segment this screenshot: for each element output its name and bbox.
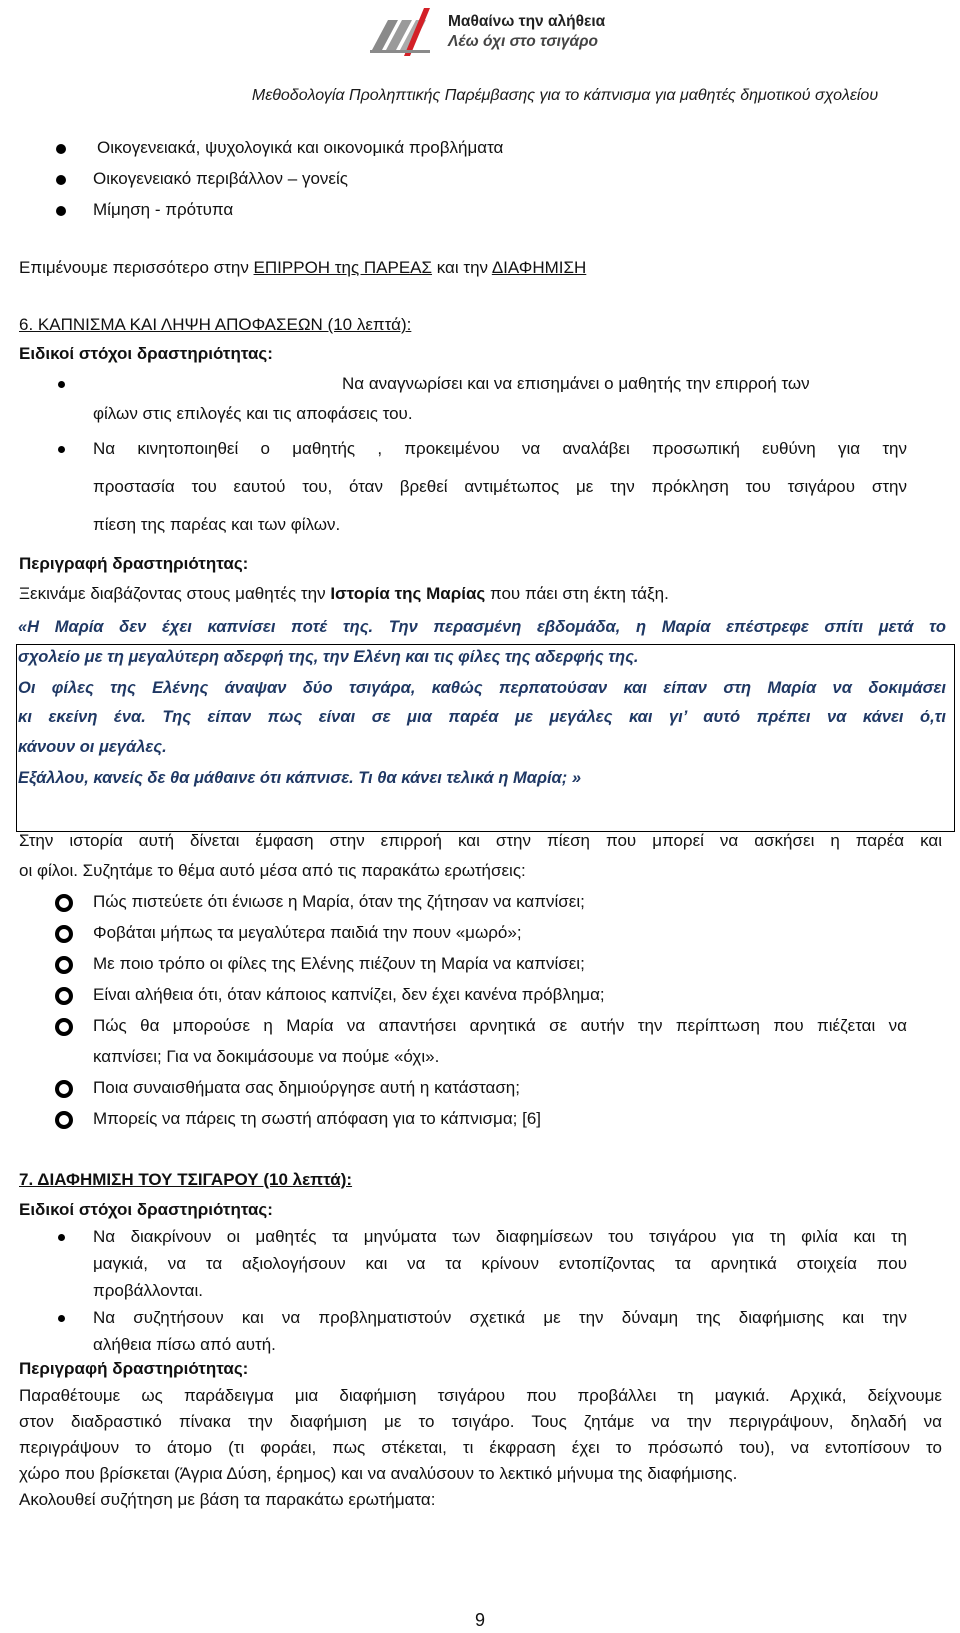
story-title: Ιστορία της Μαρίας [330, 584, 486, 603]
ring-bullet-icon [55, 1018, 73, 1036]
campaign-logo-mark-icon [368, 6, 440, 58]
emphasis-middle: και την [432, 258, 492, 277]
story-line: σχολείο με τη μεγαλύτερη αδερφή της, την Ελένη και τις φίλες της αδερφής της. [18, 648, 639, 666]
question-item: Φοβάται μήπως τα μεγαλύτερα παιδιά την πουν «μωρό»; [93, 923, 522, 942]
section-6-heading: 6. ΚΑΠΝΙΣΜΑ ΚΑΙ ΛΗΨΗ ΑΠΟΦΑΣΕΩΝ (10 λεπτά): [19, 315, 412, 334]
objective-line: φίλων στις επιλογές και τις αποφάσεις του. [93, 404, 413, 423]
objective-line: Να κινητοποιηθεί ο μαθητής , προκειμένου να αναλάβει προσωπική ευθύνη για την [93, 439, 907, 458]
story-line: κάνουν οι μεγάλες. [18, 738, 167, 756]
objective-line: αλήθεια πίσω από αυτή. [93, 1335, 276, 1354]
paragraph-line: οι φίλοι. Συζητάμε το θέμα αυτό μέσα από τις παρακάτω ερωτήσεις: [19, 861, 526, 880]
question-item: Πώς θα μπορούσε η Μαρία να απαντήσει αρνητικά σε αυτήν την περίπτωση που πιέζεται να [93, 1016, 907, 1035]
section-7-description-label: Περιγραφή δραστηριότητας: [19, 1359, 249, 1378]
bullet-icon [56, 175, 66, 185]
list-item: Οικογενειακά, ψυχολογικά και οικονομικά προβλήματα [97, 138, 504, 157]
question-item: Με ποιο τρόπο οι φίλες της Ελένης πιέζουν τη Μαρία να καπνίσει; [93, 954, 585, 973]
ring-bullet-icon [55, 956, 73, 974]
objective-line: προστασία του εαυτού του, όταν βρεθεί αντιμέτωπος με την πρόκληση του τσιγάρου στην [93, 477, 907, 496]
description-suffix: που πάει στη έκτη τάξη. [485, 584, 669, 603]
question-item: Ποια συναισθήματα σας δημιούργησε αυτή η κατάσταση; [93, 1078, 520, 1097]
bullet-icon [56, 144, 66, 154]
emphasis-influence: ΕΠΙΡΡΟΗ της ΠΑΡΕΑΣ [253, 258, 433, 277]
emphasis-prefix: Επιμένουμε περισσότερο στην [19, 258, 254, 277]
section-6-description [19, 584, 942, 604]
document-subtitle: Μεθοδολογία Προληπτικής Παρέμβασης για το κάπνισμα για μαθητές δημοτικού σχολείου [251, 87, 879, 104]
ring-bullet-icon [55, 987, 73, 1005]
question-item: Πώς πιστεύετε ότι ένιωσε η Μαρία, όταν της ζήτησαν να καπνίσει; [93, 892, 585, 911]
bullet-icon [58, 1234, 65, 1241]
paragraph-line: Παραθέτουμε ως παράδειγμα μια διαφήμιση τσιγάρου που προβάλλει τη μαγκιά. Αρχικά, δείχνουμε [19, 1386, 942, 1405]
objective-line: Να αναγνωρίσει και να επισημάνει ο μαθητής την επιρροή των [342, 374, 810, 393]
story-line: «Η Μαρία δεν έχει καπνίσει ποτέ της. Την περασμένη εβδομάδα, η Μαρία επέστρεφε σπίτι μετά το [18, 618, 946, 636]
objective-line: πίεση της παρέας και των φίλων. [93, 515, 341, 534]
section-7-objectives-label: Ειδικοί στόχοι δραστηριότητας: [19, 1200, 273, 1219]
bullet-icon [58, 446, 65, 453]
story-line: Οι φίλες της Ελένης άναψαν δύο τσιγάρα, καθώς περπατούσαν και είπαν στη Μαρία να δοκιμάσει [18, 679, 946, 697]
story-line: Εξάλλου, κανείς δε θα μάθαινε ότι κάπνισε. Τι θα κάνει τελικά η Μαρία; » [18, 769, 582, 787]
section-7-heading: 7. ΔΙΑΦΗΜΙΣΗ ΤΟΥ ΤΣΙΓΑΡΟΥ (10 λεπτά): [19, 1170, 353, 1189]
objective-line: Να συζητήσουν και να προβληματιστούν σχετικά με την δύναμη της διαφήμισης και την [93, 1308, 907, 1327]
section-6-objectives-label: Ειδικοί στόχοι δραστηριότητας: [19, 344, 273, 363]
campaign-logo [368, 4, 605, 60]
emphasis-ads: ΔΙΑΦΗΜΙΣΗ [491, 258, 587, 277]
page-number: 9 [474, 1610, 485, 1630]
story-line: κι εκείνη ένα. Της είπαν πως είναι σε μια παρέα με μεγάλες και γι’ αυτό πρέπει να κάνει ό,τι [18, 708, 946, 726]
ring-bullet-icon [55, 925, 73, 943]
bullet-icon [56, 206, 66, 216]
ring-bullet-icon [55, 1111, 73, 1129]
question-item: Μπορείς να πάρεις τη σωστή απόφαση για το κάπνισμα; [6] [93, 1109, 542, 1128]
paragraph-line: Ακολουθεί συζήτηση με βάση τα παρακάτω ερωτήματα: [19, 1490, 436, 1509]
logo-title: Μαθαίνω την αλήθεια [448, 13, 606, 30]
paragraph-line: χώρο που βρίσκεται (Άγρια Δύση, έρημος) και να αναλύσουν το λεκτικό μήνυμα της διαφήμισης. [19, 1464, 738, 1483]
paragraph-line: στον διαδραστικό πίνακα την διαφήμιση με το τσιγάρο. Τους ζητάμε να την περιγράψουν, δηλαδή να [19, 1412, 942, 1431]
objective-line: προβάλλονται. [93, 1281, 203, 1300]
objective-line: Να διακρίνουν οι μαθητές τα μηνύματα των διαφημίσεων του τσιγάρου για τη φιλία και τη [93, 1227, 907, 1246]
ring-bullet-icon [55, 894, 73, 912]
question-item-continued: καπνίσει; Για να δοκιμάσουμε να πούμε «όχι». [93, 1047, 440, 1066]
paragraph-line: περιγράψουν το άτομο (τι φοράει, πως στέκεται, τι έκφραση έχει το πρόσωπό του), να εντοπίσουν το [19, 1438, 942, 1457]
paragraph-line: Στην ιστορία αυτή δίνεται έμφαση στην επιρροή και στην πίεση που μπορεί να ασκήσει η παρέα και [19, 831, 942, 850]
objective-line: μαγκιά, να τα αξιολογήσουν και να τα κρίνουν εντοπίζοντας τα αρνητικά στοιχεία που [93, 1254, 907, 1273]
list-item: Οικογενειακό περιβάλλον – γονείς [93, 169, 348, 188]
bullet-icon [58, 381, 65, 388]
logo-slogan: Λέω όχι στο τσιγάρο [448, 33, 599, 50]
list-item: Μίμηση - πρότυπα [93, 200, 234, 219]
ring-bullet-icon [55, 1080, 73, 1098]
emphasis-line [19, 258, 942, 278]
question-item: Είναι αλήθεια ότι, όταν κάποιος καπνίζει, δεν έχει κανένα πρόβλημα; [93, 985, 605, 1004]
description-prefix: Ξεκινάμε διαβάζοντας στους μαθητές την [19, 584, 331, 603]
section-6-description-label: Περιγραφή δραστηριότητας: [19, 554, 249, 573]
bullet-icon [58, 1315, 65, 1322]
